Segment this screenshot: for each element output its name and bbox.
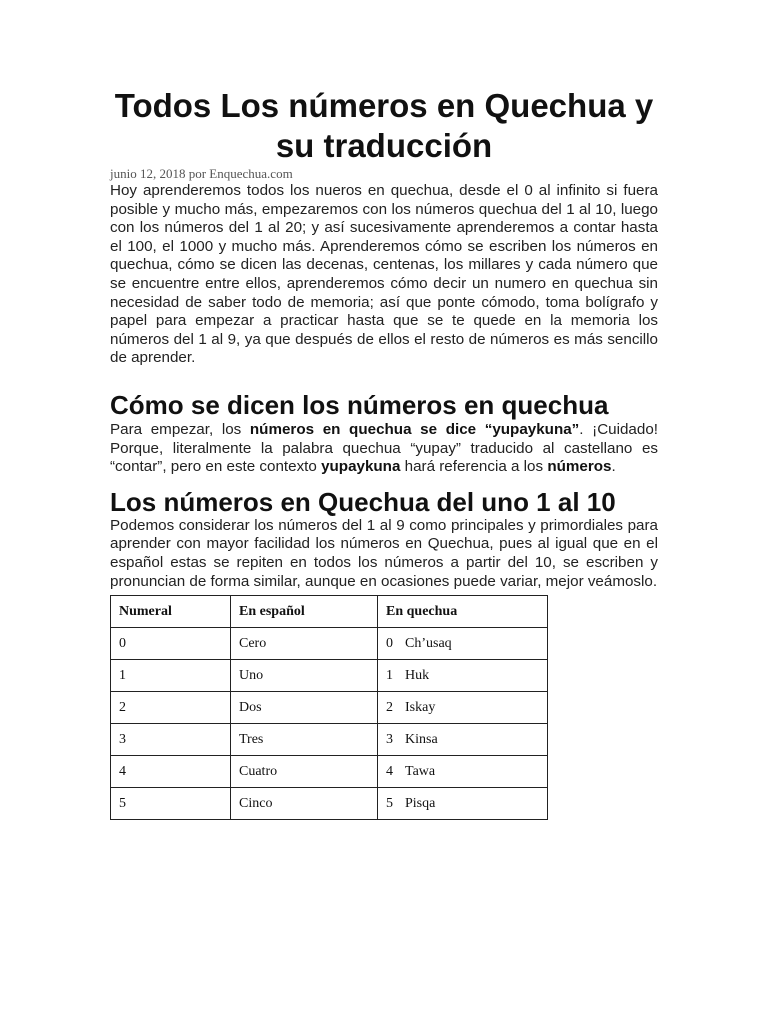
cell-quechua xyxy=(378,660,548,692)
bold-run: números xyxy=(547,458,612,476)
column-header-quechua: En quechua xyxy=(378,596,548,628)
numbers-table xyxy=(110,595,548,820)
cell-numeral: 4 xyxy=(111,756,231,788)
quechua-word: Pisqa xyxy=(405,795,436,811)
quechua-digit: 4 xyxy=(386,763,393,779)
cell-quechua xyxy=(378,692,548,724)
cell-quechua xyxy=(378,788,548,820)
bold-run: yupaykuna xyxy=(321,458,401,476)
quechua-word: Tawa xyxy=(405,763,436,779)
text-run: hará referencia a los xyxy=(400,458,548,476)
quechua-digit: 1 xyxy=(386,667,393,683)
quechua-word: Ch’usaq xyxy=(405,635,452,651)
section-heading-one-to-ten: Los números en Quechua del uno 1 al 10 xyxy=(110,486,616,517)
byline: junio 12, 2018 por Enquechua.com xyxy=(110,166,293,181)
cell-espanol: Tres xyxy=(231,724,378,756)
cell-quechua xyxy=(378,756,548,788)
cell-espanol: Cuatro xyxy=(231,756,378,788)
cell-numeral: 2 xyxy=(111,692,231,724)
table-row xyxy=(111,788,548,820)
quechua-digit: 5 xyxy=(386,795,393,811)
article xyxy=(110,86,658,820)
quechua-word: Iskay xyxy=(405,699,436,715)
cell-espanol: Dos xyxy=(231,692,378,724)
section-heading-how-to-say: Cómo se dicen los números en quechua xyxy=(110,389,609,420)
quechua-word: Kinsa xyxy=(405,731,438,747)
text-run: . xyxy=(611,458,616,476)
table-row xyxy=(111,692,548,724)
cell-numeral: 3 xyxy=(111,724,231,756)
quechua-digit: 2 xyxy=(386,699,393,715)
cell-espanol: Cero xyxy=(231,628,378,660)
cell-quechua xyxy=(378,628,548,660)
numbers-intro-paragraph: Podemos considerar los números del 1 al 9 como principales y primordiales para aprender con mayor facilidad los números en Quechua, pues al igual que en el español estas se repiten en todos los números a partir del 10, se escriben y pronuncian de forma similar, aunque en ocasiones puede variar, mejor veámoslo. xyxy=(110,516,658,590)
page-title: Todos Los números en Quechua y su traducción xyxy=(114,87,654,164)
table-row xyxy=(111,724,548,756)
table-row xyxy=(111,660,548,692)
intro-paragraph: Hoy aprenderemos todos los nueros en quechua, desde el 0 al infinito si fuera posible y mucho más, empezaremos con los números quechua del 1 al 10, luego con los números del 1 al 20; y así sucesivamente aprenderemos a contar hasta el 100, el 1000 y mucho más. Aprenderemos cómo se escriben los números en quechua, cómo se dicen las decenas, centenas, los millares y cada número que se encuentre entre ellos, aprenderemos cómo decir un numero en quechua sin necesidad de saber todo de memoria; así que ponte cómodo, toma bolígrafo y papel para empezar a practicar hasta que se te quede en la memoria los números del 1 al 9, ya que después de ellos el resto de números es más sencillo de aprender. xyxy=(110,182,658,367)
cell-espanol: Uno xyxy=(231,660,378,692)
table-row xyxy=(111,628,548,660)
column-header-espanol: En español xyxy=(231,596,378,628)
cell-numeral: 0 xyxy=(111,628,231,660)
cell-numeral: 1 xyxy=(111,660,231,692)
yupaykuna-paragraph xyxy=(110,421,658,477)
table-row xyxy=(111,756,548,788)
cell-espanol: Cinco xyxy=(231,788,378,820)
cell-quechua xyxy=(378,724,548,756)
text-run: Para empezar, los xyxy=(110,420,250,438)
quechua-digit: 0 xyxy=(386,635,393,651)
table-header-row xyxy=(111,596,548,628)
text-run: . ¡Cuidado! Porque, literalmente la palabra quechua “yupay” traducido al castellano es “contar”, pero en este contexto xyxy=(110,420,658,476)
bold-run: números en quechua se dice “yupaykuna” xyxy=(249,420,580,438)
quechua-digit: 3 xyxy=(386,731,393,747)
cell-numeral: 5 xyxy=(111,788,231,820)
quechua-word: Huk xyxy=(405,667,430,683)
column-header-numeral: Numeral xyxy=(111,596,231,628)
